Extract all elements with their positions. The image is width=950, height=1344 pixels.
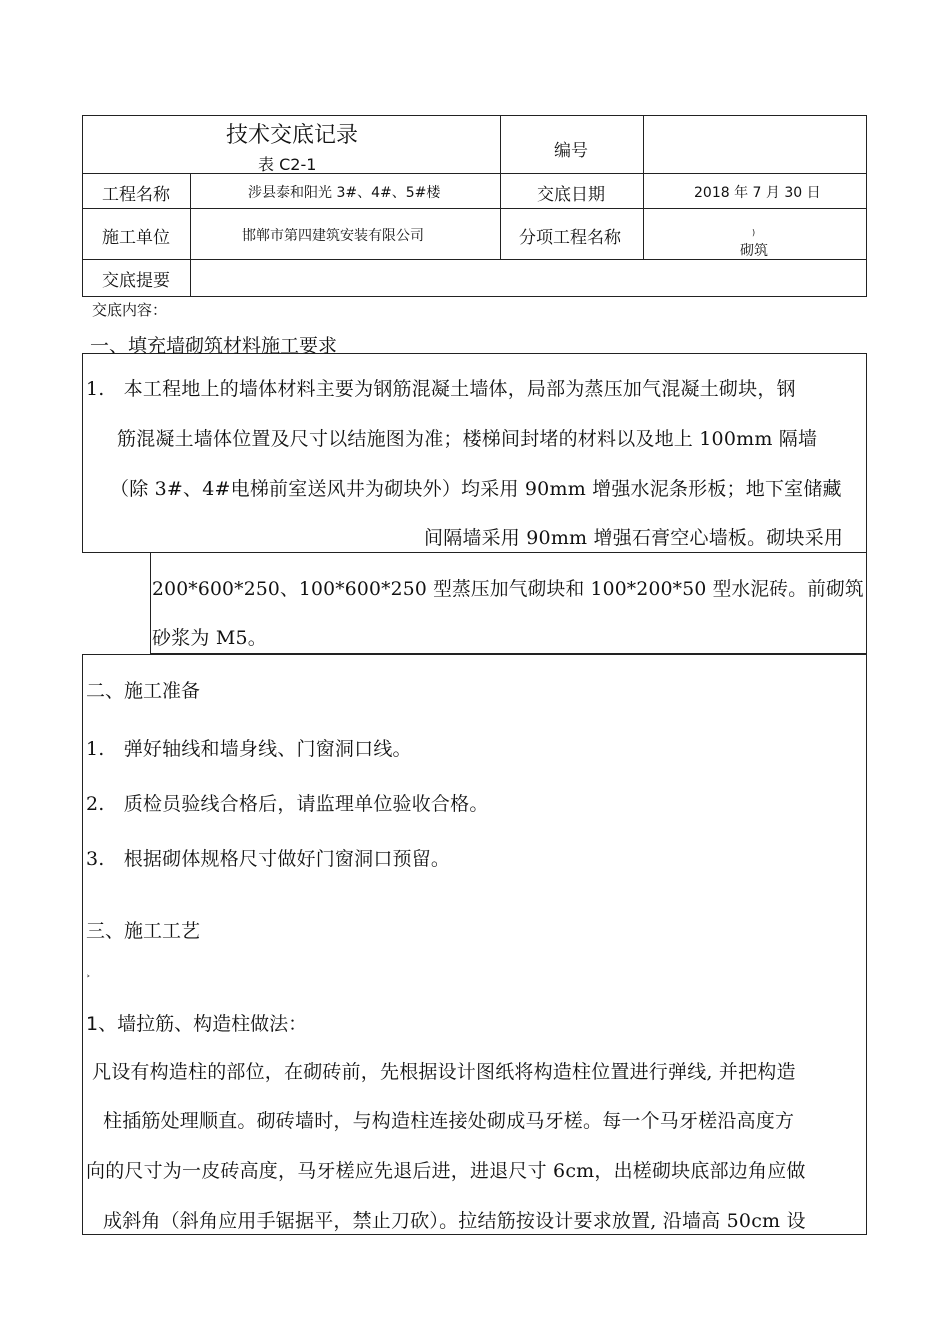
section3-title: 三、施工工艺 <box>86 920 201 942</box>
project-label: 工程名称 <box>102 185 170 205</box>
rule-col-b <box>500 115 501 259</box>
header-table <box>82 115 867 297</box>
rule-col-a <box>190 173 191 297</box>
section1-line-5: 200*600*250、100*600*250 型蒸压加气砌块和 100*200*50 型水泥砖。前砌筑 <box>152 578 864 600</box>
rule-row2 <box>82 208 867 209</box>
date-label: 交底日期 <box>537 185 605 205</box>
section3-sub1-title: 1、墙拉筋、构造柱做法： <box>86 1013 308 1035</box>
section1-title: 一、填充墙砌筑材料施工要求 <box>90 335 338 357</box>
content-label: 交底内容： <box>92 301 168 319</box>
section3-line-1: 凡设有构造柱的部位，在砌砖前，先根据设计图纸将构造柱位置进行弹线, 并把构造 <box>92 1061 796 1083</box>
section2-item-1: 1. 弹好轴线和墙身线、门窗洞口线。 <box>86 738 412 760</box>
form-title: 技术交底记录 <box>226 123 359 148</box>
rule-col-c <box>643 115 644 259</box>
unit-value: 邯郸市第四建筑安装有限公司 <box>242 228 424 244</box>
subitem-value: 砌筑 <box>740 243 768 259</box>
subitem-mark: ) <box>752 228 756 237</box>
project-value: 涉县泰和阳光 3#、4#、5#楼 <box>248 185 441 201</box>
section1-line-6: 砂浆为 M5。 <box>152 627 267 649</box>
summary-label: 交底提要 <box>102 271 170 291</box>
section1-line-3: （除 3#、4#电梯前室送风井为砌块外）均采用 90mm 增强水泥条形板；地下室储藏 <box>110 478 842 500</box>
date-value: 2018 年 7 月 30 日 <box>694 185 821 201</box>
section1-line-2: 筋混凝土墙体位置及尺寸以结施图为准；楼梯间封堵的材料以及地上 100mm 隔墙 <box>117 428 818 450</box>
section1-line-1: 1. 本工程地上的墙体材料主要为钢筋混凝土墙体，局部为蒸压加气混凝土砌块，钢 <box>86 378 796 400</box>
section2-title: 二、施工准备 <box>86 680 201 702</box>
section3-line-4: 成斜角（斜角应用手锯据平，禁止刀砍）。拉结筋按设计要求放置, 沿墙高 50cm 设 <box>103 1210 806 1232</box>
section3-line-3: 向的尺寸为一皮砖高度，马牙槎应先退后进，进退尺寸 6cm，出槎砌块底部边角应做 <box>86 1160 806 1182</box>
section3-mark: ˃ <box>86 975 91 985</box>
form-number: 表 C2-1 <box>258 155 317 174</box>
section1-line-4: 间隔墙采用 90mm 增强石膏空心墙板。砌块采用 <box>424 527 844 549</box>
subitem-label: 分项工程名称 <box>519 228 621 248</box>
section3-line-2: 柱插筋处理顺直。砌砖墙时，与构造柱连接处砌成马牙槎。每一个马牙槎沿高度方 <box>103 1110 795 1132</box>
code-label: 编号 <box>554 141 588 161</box>
section2-item-2: 2. 质检员验线合格后，请监理单位验收合格。 <box>86 793 489 815</box>
rule-row1 <box>82 173 867 174</box>
unit-label: 施工单位 <box>102 228 170 248</box>
section2-item-3: 3. 根据砌体规格尺寸做好门窗洞口预留。 <box>86 848 451 870</box>
